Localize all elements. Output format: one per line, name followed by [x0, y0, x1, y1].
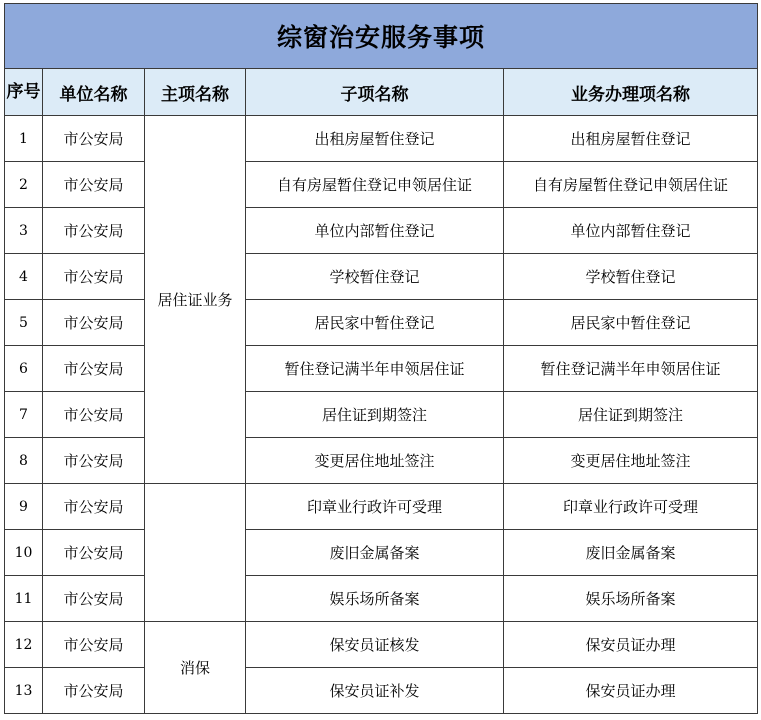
cell-seq: 13: [5, 668, 43, 714]
cell-unit: 市公安局: [43, 162, 145, 208]
cell-handling-item: 印章业行政许可受理: [504, 484, 758, 530]
cell-sub-item: 学校暂住登记: [246, 254, 504, 300]
cell-seq: 10: [5, 530, 43, 576]
table-row: [5, 392, 758, 438]
table-row: [5, 576, 758, 622]
cell-unit: 市公安局: [43, 622, 145, 668]
table-row: [5, 208, 758, 254]
table-row: [5, 116, 758, 162]
cell-sub-item: 废旧金属备案: [246, 530, 504, 576]
cell-unit: 市公安局: [43, 438, 145, 484]
cell-main-item-residence: 居住证业务: [145, 116, 246, 484]
cell-unit: 市公安局: [43, 576, 145, 622]
cell-handling-item: 单位内部暂住登记: [504, 208, 758, 254]
cell-unit: 市公安局: [43, 208, 145, 254]
cell-seq: 6: [5, 346, 43, 392]
cell-handling-item: 保安员证办理: [504, 668, 758, 714]
cell-handling-item: 居民家中暂住登记: [504, 300, 758, 346]
cell-sub-item: 娱乐场所备案: [246, 576, 504, 622]
table-row: [5, 484, 758, 530]
header-sub-item: 子项名称: [246, 69, 504, 116]
cell-sub-item: 单位内部暂住登记: [246, 208, 504, 254]
table-row: [5, 438, 758, 484]
header-unit: 单位名称: [43, 69, 145, 116]
cell-handling-item: 变更居住地址签注: [504, 438, 758, 484]
cell-main-item-fire: 消保: [145, 622, 246, 714]
cell-seq: 11: [5, 576, 43, 622]
table-row: [5, 668, 758, 714]
cell-unit: 市公安局: [43, 668, 145, 714]
cell-handling-item: 暂住登记满半年申领居住证: [504, 346, 758, 392]
cell-seq: 5: [5, 300, 43, 346]
cell-handling-item: 保安员证办理: [504, 622, 758, 668]
cell-handling-item: 出租房屋暂住登记: [504, 116, 758, 162]
cell-seq: 4: [5, 254, 43, 300]
header-row: [5, 69, 758, 116]
cell-sub-item: 印章业行政许可受理: [246, 484, 504, 530]
table-row: [5, 254, 758, 300]
table-title: 综窗治安服务事项: [5, 4, 758, 69]
cell-main-item-public-order: [145, 484, 246, 622]
cell-sub-item: 变更居住地址签注: [246, 438, 504, 484]
cell-unit: 市公安局: [43, 116, 145, 162]
cell-unit: 市公安局: [43, 392, 145, 438]
header-main-item: 主项名称: [145, 69, 246, 116]
table-row: [5, 530, 758, 576]
cell-seq: 3: [5, 208, 43, 254]
cell-seq: 8: [5, 438, 43, 484]
cell-seq: 1: [5, 116, 43, 162]
cell-unit: 市公安局: [43, 254, 145, 300]
cell-seq: 12: [5, 622, 43, 668]
cell-unit: 市公安局: [43, 300, 145, 346]
cell-handling-item: 学校暂住登记: [504, 254, 758, 300]
title-row: [5, 4, 758, 69]
cell-unit: 市公安局: [43, 530, 145, 576]
service-table: [4, 3, 758, 714]
cell-seq: 2: [5, 162, 43, 208]
header-handling-item: 业务办理项名称: [504, 69, 758, 116]
cell-sub-item: 居民家中暂住登记: [246, 300, 504, 346]
cell-seq: 7: [5, 392, 43, 438]
cell-seq: 9: [5, 484, 43, 530]
cell-sub-item: 出租房屋暂住登记: [246, 116, 504, 162]
table-row: [5, 346, 758, 392]
cell-sub-item: 保安员证核发: [246, 622, 504, 668]
cell-handling-item: 居住证到期签注: [504, 392, 758, 438]
table-row: [5, 300, 758, 346]
cell-unit: 市公安局: [43, 484, 145, 530]
cell-sub-item: 保安员证补发: [246, 668, 504, 714]
cell-handling-item: 娱乐场所备案: [504, 576, 758, 622]
table-row: [5, 162, 758, 208]
cell-handling-item: 废旧金属备案: [504, 530, 758, 576]
cell-sub-item: 居住证到期签注: [246, 392, 504, 438]
cell-sub-item: 暂住登记满半年申领居住证: [246, 346, 504, 392]
cell-unit: 市公安局: [43, 346, 145, 392]
cell-handling-item: 自有房屋暂住登记申领居住证: [504, 162, 758, 208]
cell-sub-item: 自有房屋暂住登记申领居住证: [246, 162, 504, 208]
header-seq: 序号: [5, 69, 43, 116]
table-row: [5, 622, 758, 668]
